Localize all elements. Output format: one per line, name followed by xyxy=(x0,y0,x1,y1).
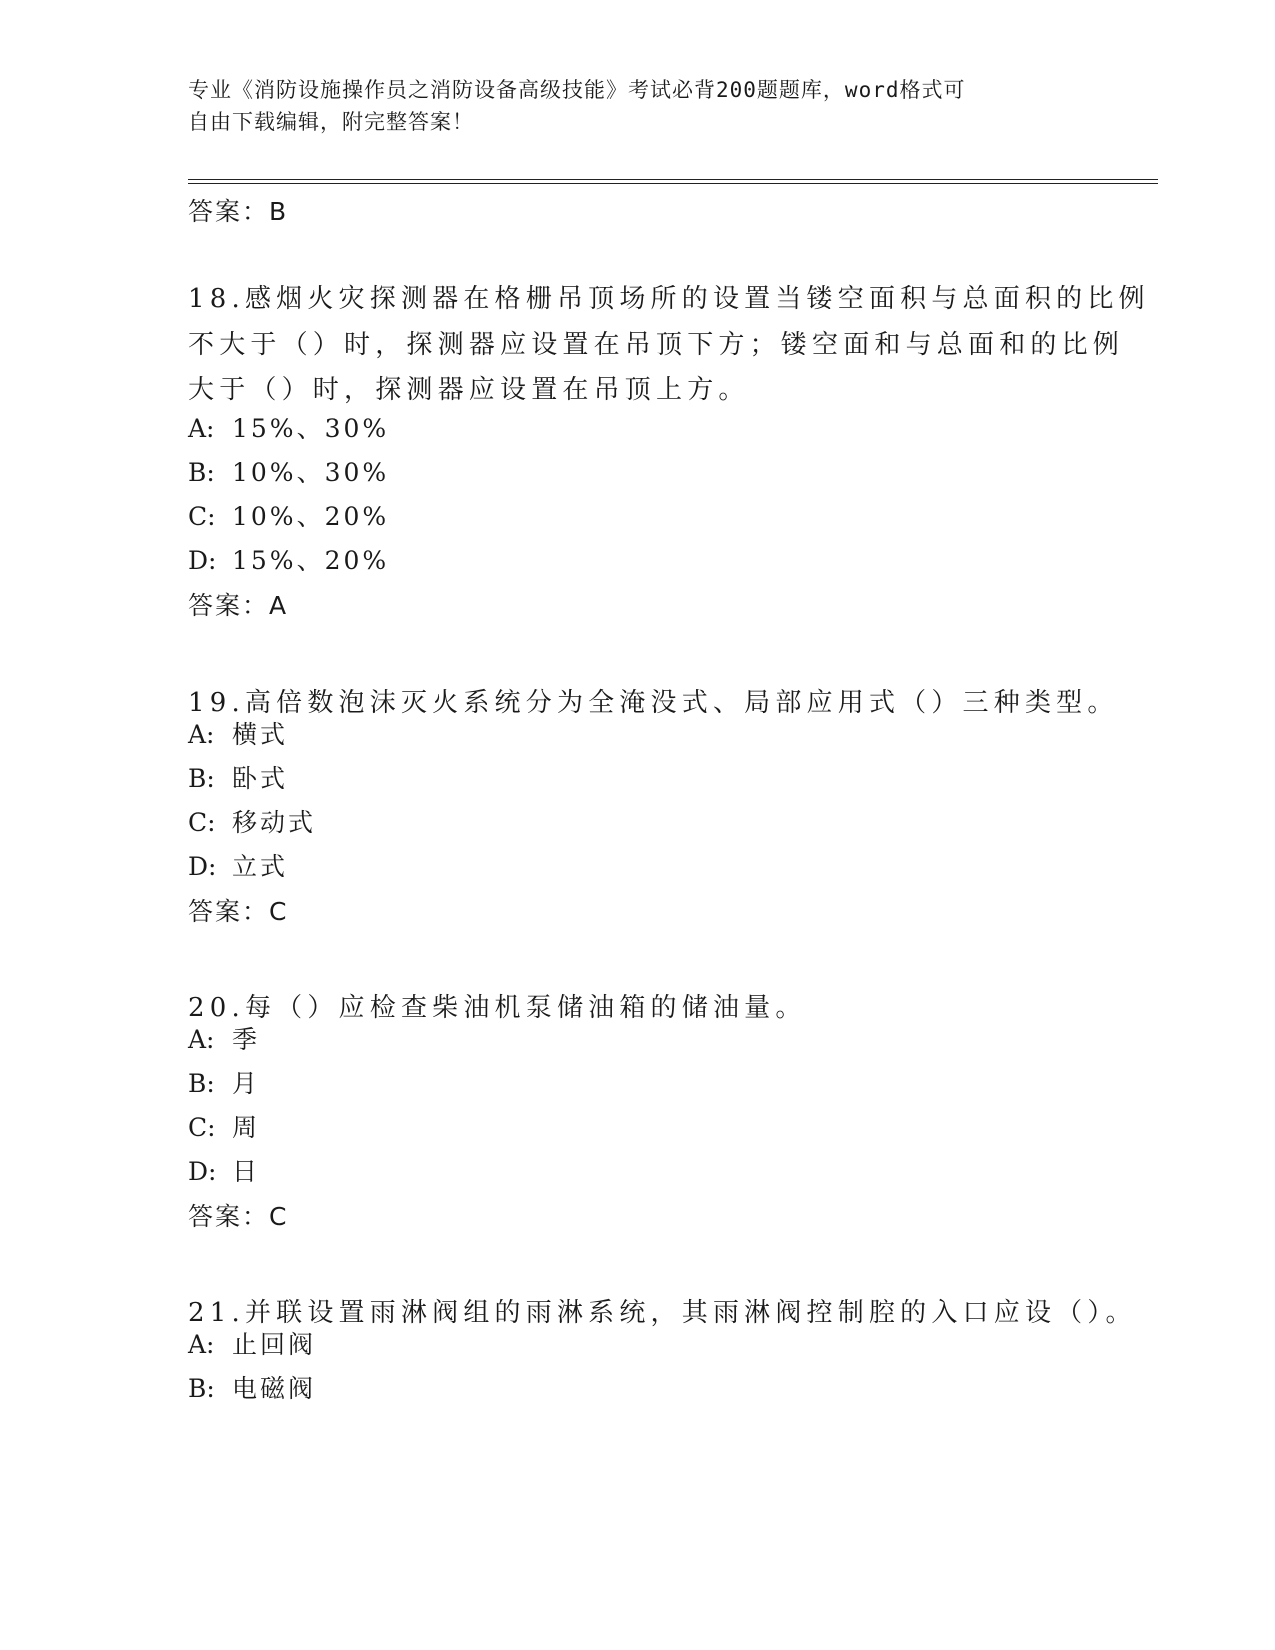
option-letter: A: xyxy=(188,1025,215,1054)
question-19-option-d xyxy=(188,847,288,883)
question-20-option-b xyxy=(188,1064,260,1100)
option-letter: D: xyxy=(188,1157,217,1186)
option-text: 卧式 xyxy=(232,764,289,793)
option-letter: D: xyxy=(188,852,217,881)
question-18-option-b xyxy=(188,453,389,489)
option-letter: B: xyxy=(188,1069,215,1098)
document-header xyxy=(188,74,1088,138)
question-20-option-d xyxy=(188,1152,260,1188)
option-text: 周 xyxy=(232,1113,261,1142)
question-19-option-a xyxy=(188,715,288,751)
option-text: 移动式 xyxy=(232,808,317,837)
question-20-answer: 答案：C xyxy=(188,1202,289,1231)
option-text: 电磁阀 xyxy=(232,1374,317,1403)
question-21-line-1: 21.并联设置雨淋阀组的雨淋系统，其雨淋阀控制腔的入口应设（）。 xyxy=(188,1298,1137,1328)
option-text: 季 xyxy=(232,1025,261,1054)
question-18-line-3: 大于（）时，探测器应设置在吊顶上方。 xyxy=(188,375,750,405)
question-18-answer: 答案：A xyxy=(188,591,289,620)
question-18-option-c xyxy=(188,497,389,533)
question-21-text xyxy=(188,1291,1137,1337)
option-letter: A: xyxy=(188,720,215,749)
question-19-line-1: 19.高倍数泡沫灭火系统分为全淹没式、局部应用式（）三种类型。 xyxy=(188,688,1119,718)
option-text: 10%、30% xyxy=(232,458,390,487)
option-text: 横式 xyxy=(232,720,289,749)
header-divider-bottom xyxy=(188,183,1158,184)
option-letter: A: xyxy=(188,414,215,443)
question-19-option-c xyxy=(188,803,316,839)
question-21-option-b xyxy=(188,1369,316,1405)
option-letter: C: xyxy=(188,502,216,531)
question-20-text xyxy=(188,986,1088,1032)
option-letter: A: xyxy=(188,1330,215,1359)
question-18-line-2: 不大于（）时，探测器应设置在吊顶下方；镂空面和与总面和的比例 xyxy=(188,329,1125,360)
question-21-option-a xyxy=(188,1325,316,1361)
option-text: 立式 xyxy=(232,852,289,881)
question-18-option-a xyxy=(188,409,389,445)
question-19-option-b xyxy=(188,759,288,795)
option-letter: B: xyxy=(188,764,215,793)
option-letter: B: xyxy=(188,458,215,487)
header-divider-top xyxy=(188,179,1158,180)
question-20-option-a xyxy=(188,1020,260,1056)
question-18-option-d xyxy=(188,541,389,577)
question-18-text xyxy=(188,277,1150,414)
option-text: 月 xyxy=(232,1069,261,1098)
option-letter: B: xyxy=(188,1374,215,1403)
option-text: 日 xyxy=(232,1157,261,1186)
question-18-line-1: 18.感烟火灾探测器在格栅吊顶场所的设置当镂空面积与总面积的比例 xyxy=(188,284,1150,314)
option-text: 15%、30% xyxy=(232,414,390,443)
header-line-1: 专业《消防设施操作员之消防设备高级技能》考试必背200题题库，word格式可 xyxy=(188,78,966,102)
question-20-option-c xyxy=(188,1108,260,1144)
option-letter: C: xyxy=(188,808,216,837)
option-text: 止回阀 xyxy=(232,1330,317,1359)
option-letter: C: xyxy=(188,1113,216,1142)
option-text: 10%、20% xyxy=(232,502,390,531)
question-19-text xyxy=(188,681,1119,727)
option-text: 15%、20% xyxy=(232,546,390,575)
option-letter: D: xyxy=(188,546,217,575)
header-line-2: 自由下载编辑，附完整答案！ xyxy=(188,110,474,134)
question-19-answer: 答案：C xyxy=(188,897,289,926)
question-20-line-1: 20.每（）应检查柴油机泵储油箱的储油量。 xyxy=(188,993,807,1023)
previous-answer: 答案：B xyxy=(188,197,289,226)
